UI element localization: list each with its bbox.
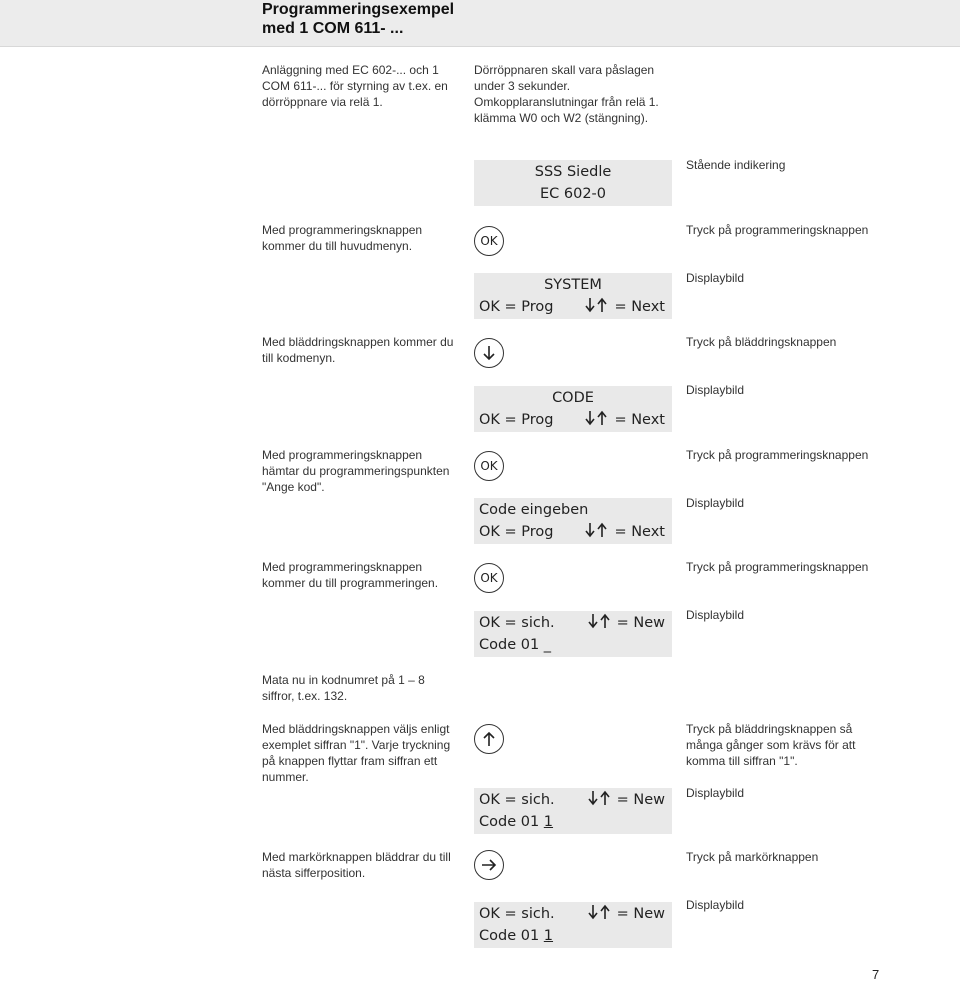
- display-line: EC 602-0: [539, 186, 607, 202]
- display-right-text: [587, 612, 665, 634]
- action-label: Tryck på markörknappen: [686, 850, 819, 864]
- display-right-text: [587, 789, 665, 811]
- step-description-line: till kodmenyn.: [262, 351, 336, 365]
- display-line: CODE: [552, 390, 594, 406]
- scroll-down-up-icon: [584, 522, 610, 538]
- arrow-right-icon: [481, 858, 497, 872]
- display-left-text: OK = Prog: [479, 524, 554, 540]
- action-label-line: Tryck på bläddringsknappen så: [686, 722, 853, 736]
- ok-button-label: OK: [480, 459, 498, 473]
- intro-right-line: under 3 sekunder.: [474, 79, 571, 93]
- display-next-position: [474, 902, 672, 948]
- page-number: 7: [872, 967, 880, 982]
- step-description: [262, 559, 438, 591]
- title-line-1: Programmeringsexempel: [262, 1, 455, 18]
- display-line: [479, 409, 665, 431]
- standby-label: Stående indikering: [686, 158, 786, 172]
- display-line: [479, 612, 665, 634]
- display-left-text: OK = sich.: [479, 792, 555, 808]
- scroll-down-up-icon: [584, 410, 610, 426]
- intro-right-line: Dörröppnaren skall vara påslagen: [474, 63, 655, 77]
- action-label: Tryck på programmeringsknappen: [686, 560, 869, 574]
- step-description-line: Med bläddringsknappen kommer du: [262, 335, 454, 349]
- step-description-line: kommer du till programmeringen.: [262, 576, 439, 590]
- step-description-line: exemplet siffran "1". Varje tryckning: [262, 738, 451, 752]
- display-line: [479, 903, 665, 925]
- step-description: [262, 447, 449, 495]
- step-description-line: Med programmeringsknappen: [262, 223, 423, 237]
- step-description-line: hämtar du programmeringspunkten: [262, 464, 450, 478]
- display-label: Displaybild: [686, 898, 745, 912]
- display-label: Displaybild: [686, 383, 745, 397]
- display-code-prefix: Code 01: [479, 814, 544, 830]
- display-label: Displaybild: [686, 608, 745, 622]
- ok-button-label: OK: [480, 571, 498, 585]
- display-code-entry: [474, 498, 672, 544]
- scroll-down-up-icon: [587, 904, 613, 920]
- page-title: [262, 0, 454, 38]
- display-left-text: OK = sich.: [479, 615, 555, 631]
- action-label-line: många gånger som krävs för att: [686, 738, 856, 752]
- display-code-digit: [474, 788, 672, 834]
- step-description: [262, 672, 425, 704]
- step-description-line: Mata nu in kodnumret på 1 – 8: [262, 673, 425, 687]
- display-right-label: = New: [616, 615, 665, 631]
- display-right-text: [587, 903, 665, 925]
- display-code-digit: 1: [543, 928, 554, 944]
- intro-left-line: Anläggning med EC 602-... och 1: [262, 63, 439, 77]
- intro-right: [474, 62, 659, 126]
- display-line: [479, 925, 665, 947]
- display-line: [479, 296, 665, 318]
- display-line: [479, 789, 665, 811]
- intro-left: [262, 62, 448, 110]
- display-system: [474, 273, 672, 319]
- scroll-down-up-icon: [587, 790, 613, 806]
- display-line: Code eingeben: [479, 502, 589, 518]
- display-right-label: = Next: [614, 412, 665, 428]
- display-line: [479, 521, 665, 543]
- display-right-text: [584, 409, 665, 431]
- action-label: Tryck på programmeringsknappen: [686, 448, 869, 462]
- display-line: SSS Siedle: [534, 164, 612, 180]
- ok-button-label: OK: [480, 234, 498, 248]
- step-description-line: Med programmeringsknappen: [262, 448, 423, 462]
- display-label: Displaybild: [686, 786, 745, 800]
- scroll-down-up-icon: [587, 613, 613, 629]
- step-description: [262, 222, 422, 254]
- intro-left-line: dörröppnare via relä 1.: [262, 95, 383, 109]
- action-label: Tryck på bläddringsknappen: [686, 335, 837, 349]
- display-left-text: OK = sich.: [479, 906, 555, 922]
- arrow-down-icon: [482, 345, 496, 361]
- display-label: Displaybild: [686, 271, 745, 285]
- display-code-prefix: Code 01: [479, 928, 544, 944]
- scroll-up-button[interactable]: [474, 724, 504, 754]
- step-description-line: kommer du till huvudmenyn.: [262, 239, 413, 253]
- display-code-input: [474, 611, 672, 657]
- action-label-line: komma till siffran "1".: [686, 754, 798, 768]
- display-line: Code 01 _: [479, 637, 552, 653]
- display-code: [474, 386, 672, 432]
- intro-left-line: COM 611-... för styrning av t.ex. en: [262, 79, 448, 93]
- intro-right-line: klämma W0 och W2 (stängning).: [474, 111, 649, 125]
- action-label: Tryck på programmeringsknappen: [686, 223, 869, 237]
- display-line: SYSTEM: [544, 277, 602, 293]
- ok-button[interactable]: [474, 563, 504, 593]
- scroll-down-button[interactable]: [474, 338, 504, 368]
- display-right-text: [584, 296, 665, 318]
- action-label: [686, 721, 855, 769]
- step-description-line: på knappen flyttar fram siffran ett: [262, 754, 438, 768]
- step-description-line: Med markörknappen bläddrar du till: [262, 850, 451, 864]
- display-standby: [474, 160, 672, 206]
- step-description: [262, 849, 451, 881]
- step-description-line: Med bläddringsknappen väljs enligt: [262, 722, 450, 736]
- step-description-line: Med programmeringsknappen: [262, 560, 423, 574]
- ok-button[interactable]: [474, 226, 504, 256]
- step-description-line: siffror, t.ex. 132.: [262, 689, 348, 703]
- display-right-label: = New: [616, 792, 665, 808]
- display-right-label: = Next: [614, 524, 665, 540]
- display-left-text: OK = Prog: [479, 412, 554, 428]
- step-description: [262, 334, 453, 366]
- step-description-line: nästa sifferposition.: [262, 866, 366, 880]
- display-label: Displaybild: [686, 496, 745, 510]
- display-right-label: = New: [616, 906, 665, 922]
- display-right-text: [584, 521, 665, 543]
- display-left-text: OK = Prog: [479, 299, 554, 315]
- display-line: [479, 811, 665, 833]
- arrow-up-icon: [482, 731, 496, 747]
- step-description-line: "Ange kod".: [262, 480, 325, 494]
- step-description-line: nummer.: [262, 770, 309, 784]
- title-line-2: med 1 COM 611- ...: [262, 20, 404, 37]
- display-right-label: = Next: [614, 299, 665, 315]
- ok-button[interactable]: [474, 451, 504, 481]
- step-description: [262, 721, 450, 785]
- intro-right-line: Omkopplaranslutningar från relä 1.: [474, 95, 659, 109]
- page-header: [0, 0, 960, 47]
- cursor-button[interactable]: [474, 850, 504, 880]
- display-code-digit: 1: [543, 814, 554, 830]
- scroll-down-up-icon: [584, 297, 610, 313]
